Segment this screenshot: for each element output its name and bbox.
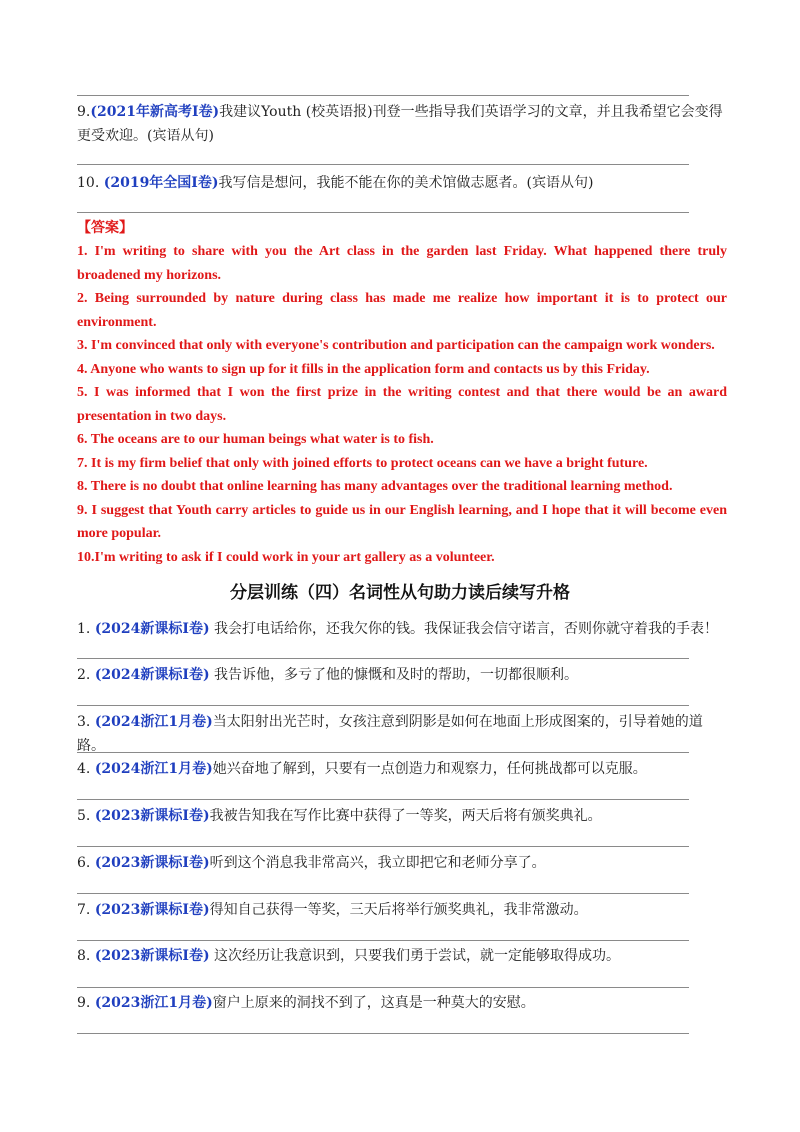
exercise-item-5 — [77, 804, 727, 828]
exercise-text: 窗户上原来的洞找不到了，这真是一种莫大的安慰。 — [212, 995, 535, 1011]
exercise-item-7 — [77, 898, 727, 922]
question-text: 我写信是想问，我能不能在你的美术馆做志愿者。(宾语从句) — [218, 175, 594, 191]
answer-line — [77, 940, 689, 941]
answer-item-9: 9. I suggest that Youth carry articles to guide us in our English learning, and I hope that it will become even more popular. — [77, 502, 727, 541]
answer-line — [77, 799, 689, 800]
exercise-item-1 — [77, 617, 727, 641]
exercise-source: (2024新课标I卷) — [94, 621, 210, 637]
question-source: (2021年新高考Ⅰ卷) — [90, 104, 220, 120]
exercise-item-4 — [77, 757, 727, 781]
answer-line — [77, 164, 689, 165]
answer-line — [77, 752, 689, 753]
question-item-10 — [77, 171, 727, 195]
answer-item-7: 7. It is my firm belief that only with joined efforts to protect oceans can we have a bright future. — [77, 455, 648, 471]
answer-line — [77, 1033, 689, 1034]
question-source: (2019年全国Ⅰ卷) — [103, 175, 219, 191]
exercise-text: 得知自己获得一等奖，三天后将举行颁奖典礼，我非常激动。 — [209, 902, 588, 918]
exercise-number: 4. — [77, 761, 95, 777]
exercise-source: (2023新课标I卷) — [94, 808, 210, 824]
answer-item-2: 2. Being surrounded by nature during class has made me realize how important it is to protect our environment. — [77, 291, 727, 330]
exercise-number: 1. — [77, 621, 95, 637]
answer-item-6: 6. The oceans are to our human beings what water is to fish. — [77, 432, 434, 447]
answer-item-10: 10.I'm writing to ask if I could work in your art gallery as a volunteer. — [77, 549, 495, 565]
answer-title: 【答案】 — [77, 221, 133, 236]
top-divider — [77, 95, 689, 96]
exercise-item-6 — [77, 851, 727, 875]
exercise-number: 5. — [77, 808, 95, 824]
exercise-source: (2023新课标I卷) — [94, 902, 210, 918]
answer-item-8: 8. There is no doubt that online learning has many advantages over the traditional learning method. — [77, 479, 673, 494]
exercise-source: (2024新课标I卷) — [94, 667, 210, 683]
exercise-text: 她兴奋地了解到，只要有一点创造力和观察力，任何挑战都可以克服。 — [212, 761, 647, 777]
exercise-text: 我会打电话给你，还我欠你的钱。我保证我会信守诺言，否则你就守着我的手表！ — [209, 621, 719, 637]
exercise-text: 这次经历让我意识到，只要我们勇于尝试，就一定能够取得成功。 — [209, 948, 621, 964]
exercise-source: (2024浙江1月卷) — [94, 714, 213, 730]
answer-line — [77, 846, 689, 847]
answer-item-4: 4. Anyone who wants to sign up for it fills in the application form and contacts us by this Friday. — [77, 361, 650, 377]
question-number: 10. — [77, 175, 104, 191]
question-item-9 — [77, 100, 727, 148]
answer-line — [77, 212, 689, 213]
exercise-text: 当太阳射出光芒时，女孩注意到阴影是如何在地面上形成图案的，引导着她的道路。 — [77, 714, 703, 754]
exercise-number: 8. — [77, 948, 95, 964]
exercise-number: 9. — [77, 995, 95, 1011]
exercise-item-2 — [77, 663, 727, 687]
question-number: 9. — [77, 104, 91, 120]
exercise-source: (2023新课标I卷) — [94, 948, 210, 964]
answer-line — [77, 705, 689, 706]
exercise-source: (2023新课标I卷) — [94, 855, 210, 871]
answer-line — [77, 987, 689, 988]
exercise-item-8 — [77, 944, 727, 968]
exercise-number: 7. — [77, 902, 95, 918]
answer-item-1: 1. I'm writing to share with you the Art class in the garden last Friday. What happened there truly broadened my horizons. — [77, 244, 727, 283]
exercise-source: (2023浙江1月卷) — [94, 995, 213, 1011]
answer-item-5: 5. I was informed that I won the first prize in the writing contest and that there would be an award presentation in two days. — [77, 385, 727, 424]
exercise-source: (2024浙江1月卷) — [94, 761, 213, 777]
exercise-number: 3. — [77, 714, 95, 730]
answer-line — [77, 658, 689, 659]
exercise-item-3 — [77, 710, 727, 758]
exercise-number: 6. — [77, 855, 95, 871]
exercise-text: 听到这个消息我非常高兴，我立即把它和老师分享了。 — [209, 855, 546, 871]
exercise-number: 2. — [77, 667, 95, 683]
exercise-text: 我被告知我在写作比赛中获得了一等奖，两天后将有颁奖典礼。 — [209, 808, 602, 824]
answer-item-3: 3. I'm convinced that only with everyone's contribution and participation can the campaign work wonders. — [77, 338, 715, 353]
section-title: 分层训练（四）名词性从句助力读后续写升格 — [230, 583, 570, 603]
question-text: 我建议Youth (校英语报)刊登一些指导我们英语学习的文章，并且我希望它会变得更受欢迎。(宾语从句) — [77, 104, 723, 144]
exercise-item-9 — [77, 991, 727, 1015]
answer-line — [77, 893, 689, 894]
exercise-text: 我告诉他，多亏了他的慷慨和及时的帮助，一切都很顺利。 — [209, 667, 579, 683]
answer-section — [77, 218, 727, 569]
